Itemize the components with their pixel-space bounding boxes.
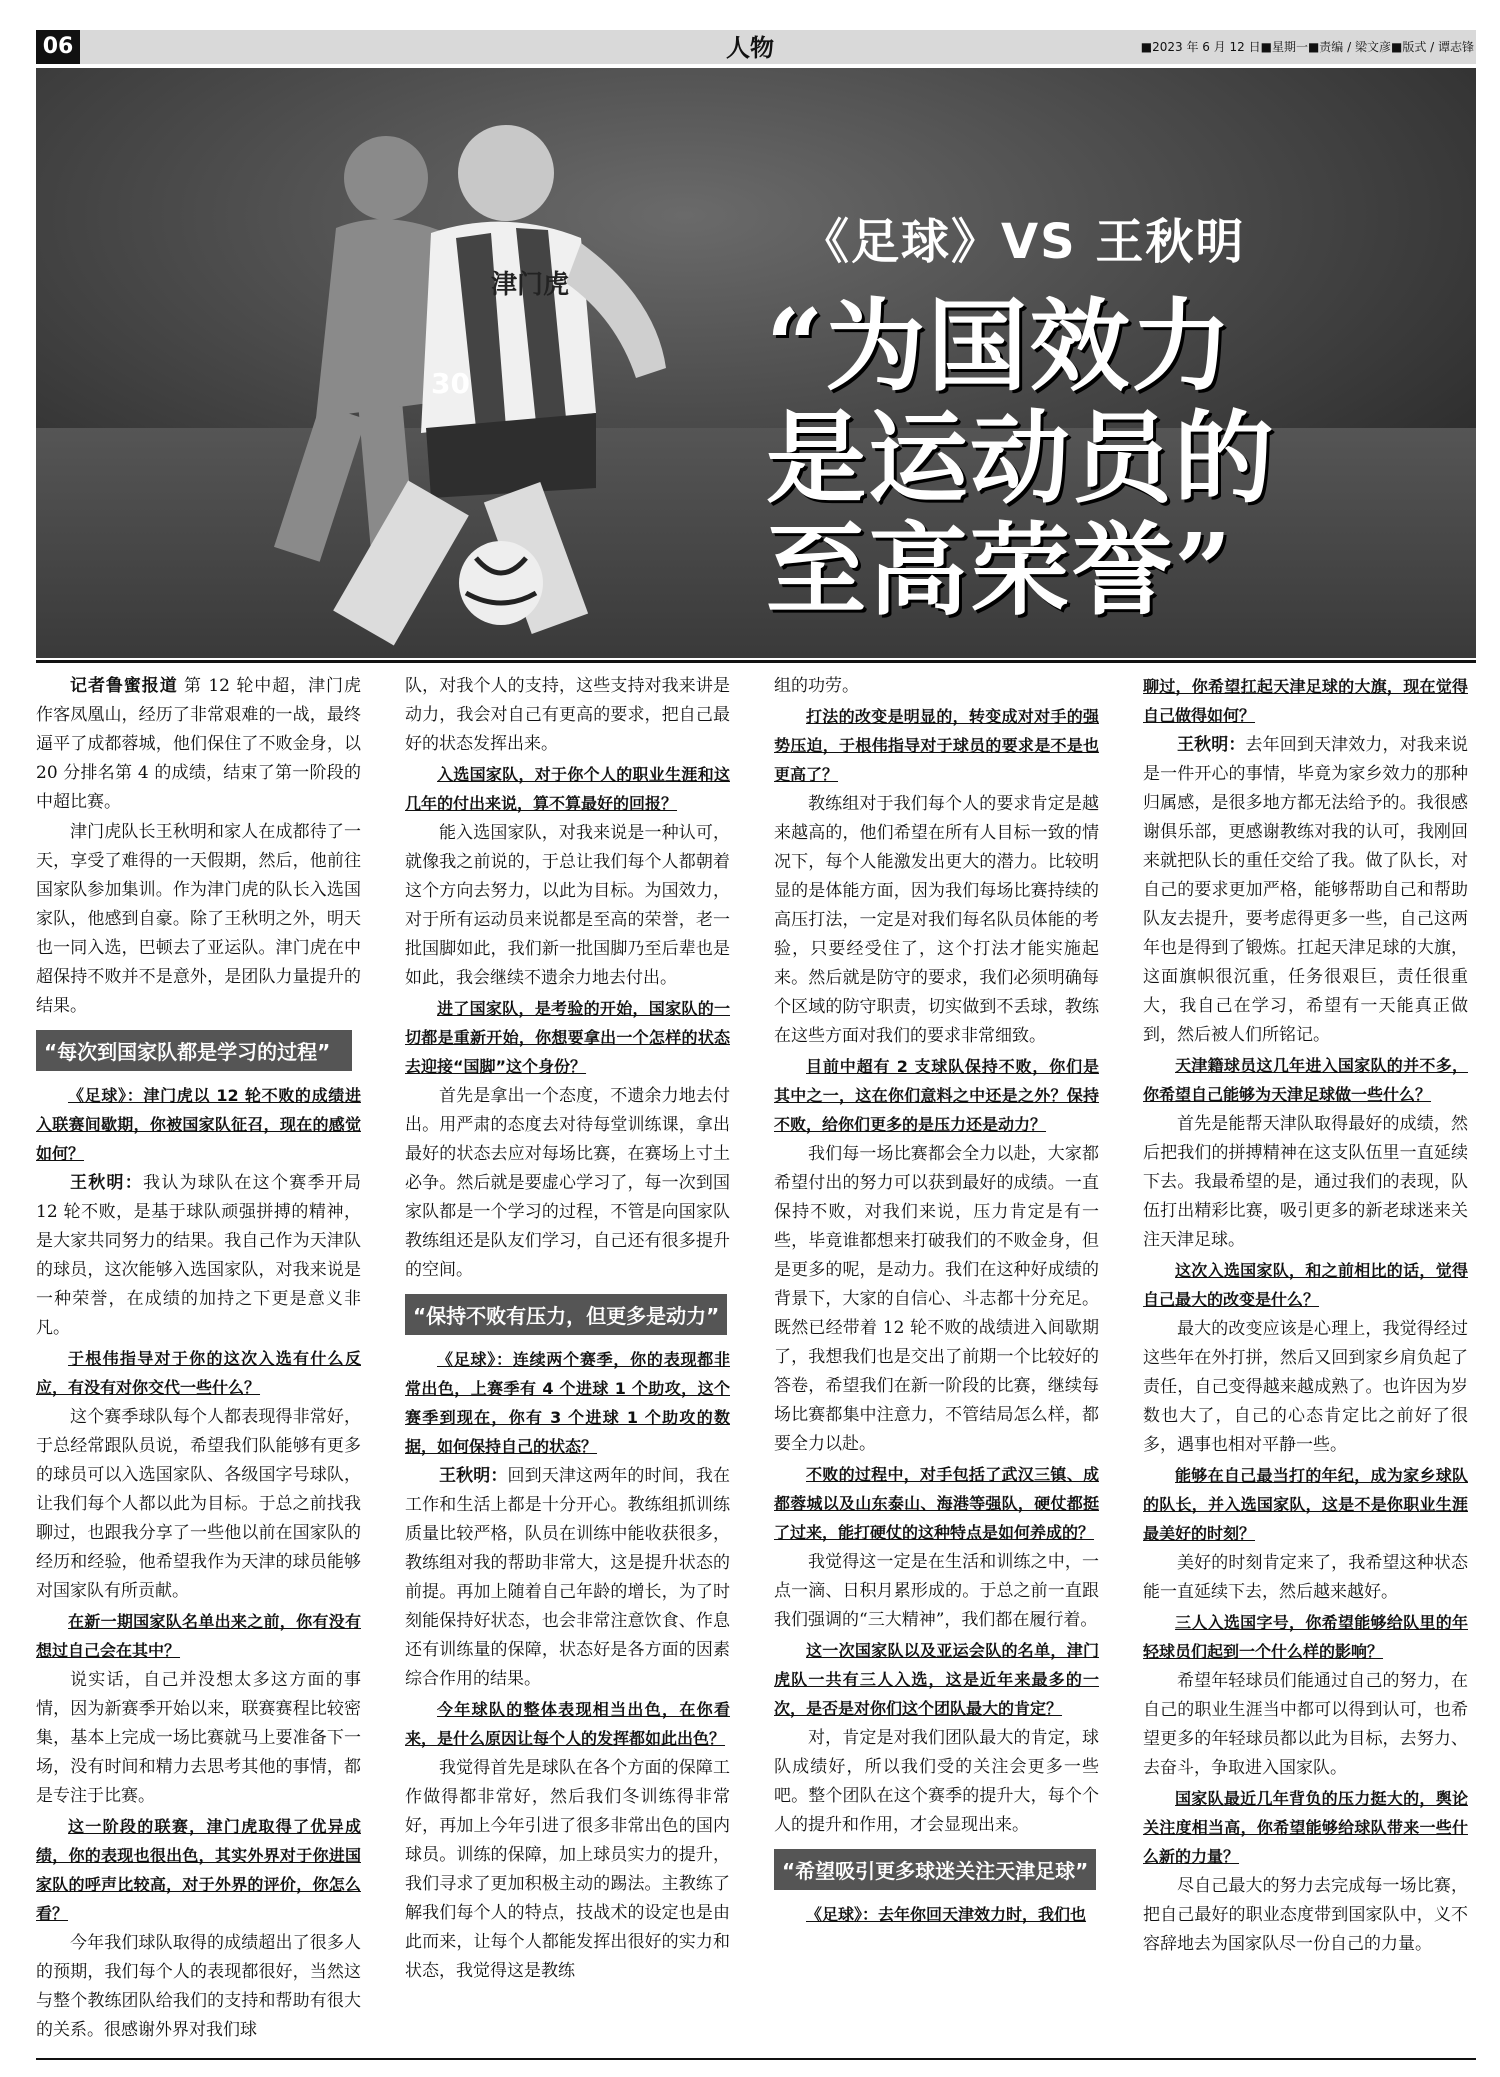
- answer: 我们每一场比赛都会全力以赴，大家都希望付出的努力可以获到最好的成绩。一直保持不败，对我们来说，压力肯定是有一些，毕竟谁都想来打破我们的不败金身，但是更多的呢，是动力。我们在这种好成绩的背景下，大家的自信心、斗志都十分充足。既然已经带着 12 轮不败的战绩进入间歇期了，我想我们也是交出了前期一个比较好的答卷，希望我们在新一阶段的比赛，继续每场比赛都集中注意力，不管结局怎么样，都要全力以赴。: [774, 1144, 1099, 1454]
- question: 这一次国家队以及亚运会队的名单，津门虎队一共有三人入选，这是近年来最多的一次，是否是对你们这个团队最大的肯定？: [774, 1641, 1099, 1718]
- paragraph: 队，对我个人的支持，这些支持对我来讲是动力，我会对自己有更高的要求，把自己最好的状态发挥出来。: [405, 676, 730, 754]
- question: 《足球》：津门虎以 12 轮不败的成绩进入联赛间歇期，你被国家队征召，现在的感觉如何？: [36, 1086, 361, 1163]
- answer: 这个赛季球队每个人都表现得非常好，于总经常跟队员说，希望我们队能够有更多的球员可以入选国家队、各级国字号球队，让我们每个人都以此为目标。于总之前找我聊过，也跟我分享了一些他以前在国家队的经历和经验，他希望我作为天津的球员能够对国家队有所贡献。: [36, 1407, 361, 1601]
- question: 这次入选国家队，和之前相比的话，觉得自己最大的改变是什么？: [1143, 1261, 1468, 1309]
- byline: 记者鲁蜜报道: [70, 676, 178, 696]
- bottom-rule: [36, 2058, 1476, 2060]
- question: 《足球》：去年你回天津效力时，我们也: [806, 1905, 1087, 1924]
- question: 打法的改变是明显的，转变成对对手的强势压迫，于根伟指导对于球员的要求是不是也更高了？: [774, 707, 1099, 784]
- answer: 教练组对于我们每个人的要求肯定是越来越高的，他们希望在所有人目标一致的情况下，每个人能激发出更大的潜力。比较明显的是体能方面，因为我们每场比赛持续的高压打法，一定是对我们每名队员体能的考验，只要经受住了，这个打法才能实施起来。然后就是防守的要求，我们必须明确每个区域的防守职责，切实做到不丢球，教练在这些方面对我们的要求非常细致。: [774, 794, 1099, 1046]
- article-column-1: [36, 672, 361, 2054]
- article-column-3: [774, 672, 1099, 2054]
- subheading: “保持不败有压力，但更多是动力”: [405, 1294, 727, 1335]
- answer: 能入选国家队，对我来说是一种认可，就像我之前说的，于总让我们每个人都朝着这个方向去努力，以此为目标。为国效力，对于所有运动员来说都是至高的荣誉，老一批国脚如此，我们新一批国脚乃至后辈也是如此，我会继续不遗余力地去付出。: [405, 823, 730, 988]
- answer: 王秋明：去年回到天津效力，对我来说是一件开心的事情，毕竟为家乡效力的那种归属感，是很多地方都无法给予的。我很感谢俱乐部，更感谢教练对我的认可，我刚回来就把队长的重任交给了我。做了队长，对自己的要求更加严格，能够帮助自己和帮助队友去提升，要考虑得更多一些，自己这两年也是得到了锻炼。扛起天津足球的大旗，这面旗帜很沉重，任务很艰巨，责任很重大，我自己在学习，希望有一天能真正做到，然后被人们所铭记。: [1143, 735, 1468, 1045]
- answer: 今年我们球队取得的成绩超出了很多人的预期，我们每个人的表现都很好，当然这与整个教练团队给我们的支持和帮助有很大的关系。很感谢外界对我们球: [36, 1933, 361, 2040]
- answer: 我觉得首先是球队在各个方面的保障工作做得都非常好，然后我们冬训练得非常好，再加上今年引进了很多非常出色的国内球员。训练的保障，加上球员实力的提升，我们寻求了更加积极主动的踢法。主教练了解我们每个人的特点，技战术的设定也是由此而来，让每个人都能发挥出很好的实力和状态，我觉得这是教练: [405, 1758, 730, 1981]
- football: [459, 541, 543, 625]
- question: 天津籍球员这几年进入国家队的并不多，你希望自己能够为天津足球做一些什么？: [1143, 1056, 1468, 1104]
- answer: 首先是拿出一个态度，不遗余力地去付出。用严肃的态度去对待每堂训练课，拿出最好的状态去应对每场比赛，在赛场上寸土必争。然后就是要虚心学习了，每一次到国家队都是一个学习的过程，不管是向国家队教练组还是队友们学习，自己还有很多提升的空间。: [405, 1086, 730, 1280]
- answer: 王秋明：我认为球队在这个赛季开局 12 轮不败，是基于球队顽强拼搏的精神，是大家共同努力的结果。我自己作为天津队的球员，这次能够入选国家队，对我来说是一种荣誉，在成绩的加持之下更是意义非凡。: [36, 1173, 361, 1338]
- question: 在新一期国家队名单出来之前，你有没有想过自己会在其中？: [36, 1612, 361, 1660]
- headline-line-3: 至高荣誉”: [766, 511, 1234, 629]
- question: 聊过，你希望扛起天津足球的大旗，现在觉得自己做得如何？: [1143, 677, 1468, 725]
- paragraph: 津门虎队长王秋明和家人在成都待了一天，享受了难得的一天假期，然后，他前往国家队参加集训。作为津门虎的队长入选国家队，他感到自豪。除了王秋明之外，明天也一同入选，巴顿去了亚运队。津门虎在中超保持不败并不是意外，是团队力量提升的结果。: [36, 822, 361, 1016]
- headline-line-1: “为国效力: [766, 287, 1234, 405]
- publication-info: ■2023 年 6 月 12 日■星期一■责编 / 梁文彦■版式 / 谭志锋: [1140, 40, 1474, 54]
- question: 这一阶段的联赛，津门虎取得了优异成绩，你的表现也很出色，其实外界对于你进国家队的呼声比较高，对于外界的评价，你怎么看？: [36, 1817, 361, 1923]
- answer: 说实话，自己并没想太多这方面的事情，因为新赛季开始以来，联赛赛程比较密集，基本上完成一场比赛就马上要准备下一场，没有时间和精力去思考其他的事情，都是专注于比赛。: [36, 1670, 361, 1806]
- subheading: “希望吸引更多球迷关注天津足球”: [774, 1849, 1096, 1890]
- answer: 最大的改变应该是心理上，我觉得经过这些年在外打拼，然后又回到家乡肩负起了责任，自己变得越来越成熟了。也许因为岁数也大了，自己的心态肯定比之前好了很多，遇事也相对平静一些。: [1143, 1319, 1468, 1455]
- answer: 王秋明：回到天津这两年的时间，我在工作和生活上都是十分开心。教练组抓训练质量比较严格，队员在训练中能收获很多，教练组对我的帮助非常大，这是提升状态的前提。再加上随着自己年龄的增长，为了时刻能保持好状态，也会非常注意饮食、作息还有训练量的保障，状态好是各方面的因素综合作用的结果。: [405, 1466, 730, 1689]
- question: 目前中超有 2 支球队保持不败，你们是其中之一，这在你们意料之中还是之外？保持不败，给你们更多的是压力还是动力？: [774, 1057, 1099, 1134]
- headline-line-2: 是运动员的: [766, 399, 1276, 517]
- answer: 尽自己最大的努力去完成每一场比赛，把自己最好的职业态度带到国家队中，义不容辞地去为国家队尽一份自己的力量。: [1143, 1876, 1468, 1954]
- answer: 美好的时刻肯定来了，我希望这种状态能一直延续下去，然后越来越好。: [1143, 1553, 1468, 1602]
- answer: 首先是能帮天津队取得最好的成绩，然后把我们的拼搏精神在这支队伍里一直延续下去。我最希望的是，通过我们的表现，队伍打出精彩比赛，吸引更多的新老球迷来关注天津足球。: [1143, 1114, 1468, 1250]
- answer: 对，肯定是对我们团队最大的肯定，球队成绩好，所以我们受的关注会更多一些吧。整个团队在这个赛季的提升大，每个个人的提升和作用，才会显现出来。: [774, 1728, 1099, 1835]
- question: 国家队最近几年背负的压力挺大的，舆论关注度相当高，你希望能够给球队带来一些什么新的力量？: [1143, 1789, 1468, 1866]
- question: 三人入选国字号，你希望能够给队里的年轻球员们起到一个什么样的影响？: [1143, 1613, 1468, 1661]
- article-column-4: [1143, 672, 1468, 2054]
- question: 进了国家队，是考验的开始，国家队的一切都是重新开始，你想要拿出一个怎样的状态去迎接“国脚”这个身份？: [405, 999, 730, 1076]
- question: 不败的过程中，对手包括了武汉三镇、成都蓉城以及山东泰山、海港等强队，硬仗都挺了过来，能打硬仗的这种特点是如何养成的？: [774, 1465, 1099, 1542]
- versus-line: 《足球》VS 王秋明: [801, 214, 1246, 270]
- answer: 希望年轻球员们能通过自己的努力，在自己的职业生涯当中都可以得到认可，也希望更多的年轻球员都以此为目标，去努力、去奋斗，争取进入国家队。: [1143, 1671, 1468, 1778]
- intro-paragraph: 记者鲁蜜报道 第 12 轮中超，津门虎作客凤凰山，经历了非常艰难的一战，最终逼平了成都蓉城，他们保住了不败金身，以 20 分排名第 4 的成绩，结束了第一阶段的中超比赛。: [36, 676, 361, 812]
- hero-photo: [36, 68, 1476, 658]
- question: 今年球队的整体表现相当出色，在你看来，是什么原因让每个人的发挥都如此出色？: [405, 1700, 730, 1748]
- question: 能够在自己最当打的年纪，成为家乡球队的队长，并入选国家队，这是不是你职业生涯最美好的时刻？: [1143, 1466, 1468, 1543]
- page-number: 06: [36, 30, 80, 64]
- subheading: “每次到国家队都是学习的过程”: [36, 1030, 352, 1071]
- jersey-text: 津门虎: [491, 270, 570, 300]
- top-rule: [36, 660, 1476, 663]
- headline: [766, 287, 1276, 629]
- question: 入选国家队，对于你个人的职业生涯和这几年的付出来说，算不算最好的回报？: [405, 765, 730, 813]
- article-column-2: [405, 672, 730, 2054]
- paragraph: 组的功劳。: [774, 676, 859, 696]
- jersey-number: 30: [431, 367, 470, 400]
- section-title: 人物: [726, 34, 774, 62]
- question: 于根伟指导对于你的这次入选有什么反应，有没有对你交代一些什么？: [36, 1349, 361, 1397]
- question: 《足球》：连续两个赛季，你的表现都非常出色，上赛季有 4 个进球 1 个助攻，这个赛季到现在，你有 3 个进球 1 个助攻的数据，如何保持自己的状态？: [405, 1350, 730, 1456]
- answer: 我觉得这一定是在生活和训练之中，一点一滴、日积月累形成的。于总之前一直跟我们强调的“三大精神”，我们都在履行着。: [774, 1552, 1099, 1630]
